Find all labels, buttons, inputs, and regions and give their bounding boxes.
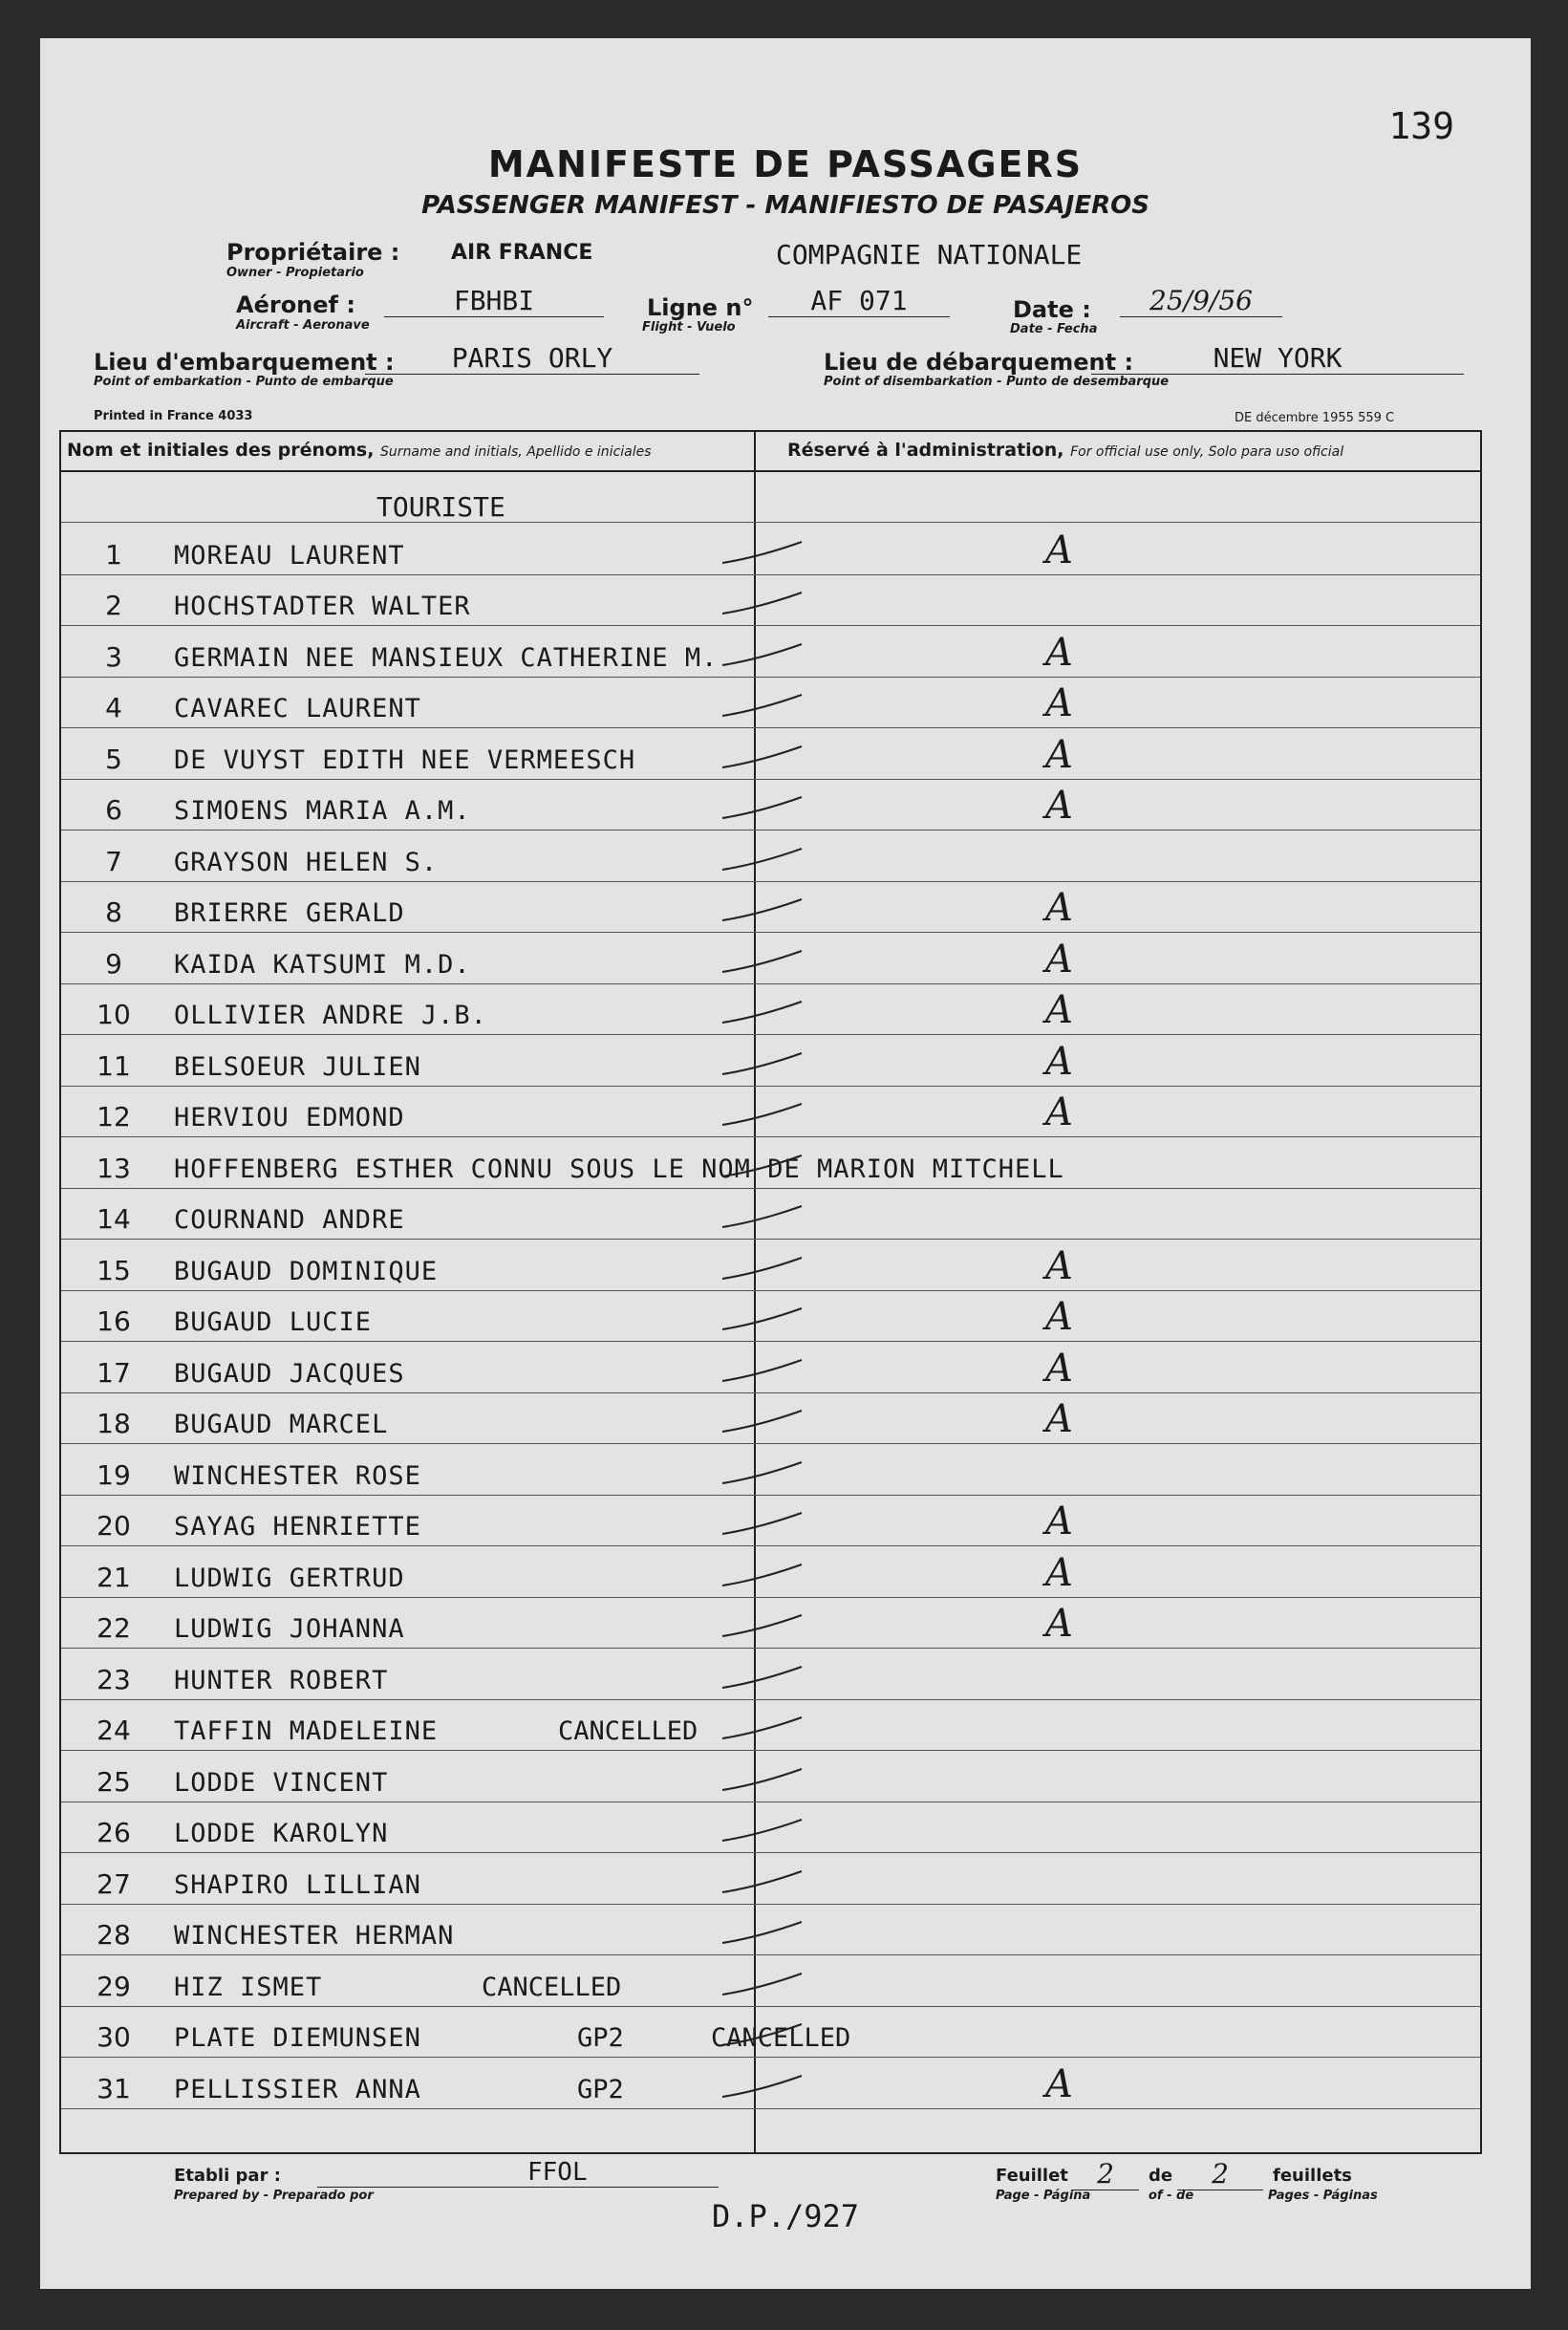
passenger-group: GP2 <box>577 2074 624 2104</box>
table-row <box>61 523 1480 575</box>
table-row <box>61 1954 1480 2007</box>
passenger-name: LUDWIG JOHANNA <box>174 1614 405 1644</box>
dp-number: D.P./927 <box>711 2198 860 2234</box>
date-label: Date : <box>1013 296 1091 323</box>
passenger-number: 6 <box>105 794 122 826</box>
owner-value: AIR FRANCE <box>451 241 593 265</box>
check-tick-icon <box>720 1561 806 1589</box>
passenger-name: MOREAU LAURENT <box>174 540 405 571</box>
check-tick-icon <box>720 1356 806 1385</box>
official-mark: A <box>1045 681 1073 725</box>
passenger-number: 20 <box>97 1510 131 1542</box>
passenger-name: BRIERRE GERALD <box>174 898 405 928</box>
passenger-number: 12 <box>97 1101 131 1133</box>
manifest-sheet <box>40 38 1531 2289</box>
passenger-name: PELLISSIER ANNA <box>174 2074 421 2104</box>
check-tick-icon <box>720 1049 806 1078</box>
passenger-number: 24 <box>97 1715 131 1746</box>
passenger-number: 28 <box>97 1919 131 1951</box>
check-tick-icon <box>720 1714 806 1742</box>
passenger-name: BUGAUD JACQUES <box>174 1358 405 1389</box>
passenger-name: BUGAUD DOMINIQUE <box>174 1256 439 1286</box>
passenger-number: 16 <box>97 1305 131 1337</box>
passenger-name: LUDWIG GERTRUD <box>174 1563 405 1593</box>
passenger-group: GP2 <box>577 2023 624 2053</box>
passenger-number: 13 <box>97 1152 131 1184</box>
passenger-name: CAVAREC LAURENT <box>174 694 421 723</box>
table-row <box>61 625 1480 678</box>
table-row <box>61 1545 1480 1598</box>
table-row <box>61 1648 1480 1700</box>
passenger-name: LODDE VINCENT <box>174 1767 389 1798</box>
table-row <box>61 2057 1480 2109</box>
check-tick-icon <box>720 2020 806 2049</box>
page-number: 139 <box>1388 105 1454 147</box>
table-row <box>61 1239 1480 1291</box>
flight-value: AF 071 <box>768 285 950 317</box>
check-tick-icon <box>720 1867 806 1896</box>
check-tick-icon <box>720 1765 806 1794</box>
check-tick-icon <box>720 1152 806 1180</box>
check-tick-icon <box>720 1202 806 1231</box>
owner-extra: COMPAGNIE NATIONALE <box>776 239 1083 270</box>
check-tick-icon <box>720 1816 806 1845</box>
passenger-number: 18 <box>97 1408 131 1439</box>
check-tick-icon <box>720 1254 806 1283</box>
embark-sub: Point of embarkation - Punto de embarque <box>94 375 394 389</box>
official-mark: A <box>1045 784 1073 828</box>
table-row <box>61 1341 1480 1393</box>
prepared-value: FFOL <box>317 2158 719 2188</box>
header-name-column: Nom et initiales des prénoms, Surname and initials, Apellido e iniciales <box>67 440 652 461</box>
table-row <box>61 1904 1480 1956</box>
table-header <box>61 432 1480 472</box>
check-tick-icon <box>720 2072 806 2101</box>
official-mark: A <box>1045 886 1073 930</box>
table-row <box>61 881 1480 934</box>
passenger-name: SHAPIRO LILLIAN <box>174 1869 421 1900</box>
official-mark: A <box>1045 1499 1073 1543</box>
table-row <box>61 677 1480 729</box>
passenger-number: 14 <box>97 1203 131 1235</box>
passenger-number: 2 <box>105 590 122 621</box>
passenger-name: COURNAND ANDRE <box>174 1205 405 1235</box>
passenger-number: 9 <box>105 947 122 980</box>
sheet-number: 2 <box>1072 2158 1139 2190</box>
official-mark: A <box>1045 988 1073 1032</box>
passenger-name: PLATE DIEMUNSEN <box>174 2023 421 2053</box>
official-mark: A <box>1045 1090 1073 1134</box>
passenger-number: 15 <box>97 1254 131 1286</box>
table-row <box>61 2006 1480 2059</box>
passenger-number: 3 <box>105 640 122 673</box>
table-row <box>61 1136 1480 1189</box>
check-tick-icon <box>720 1509 806 1538</box>
check-tick-icon <box>720 1970 806 1998</box>
official-mark: A <box>1045 630 1073 675</box>
passenger-number: 23 <box>97 1663 131 1695</box>
header-official-column: Réservé à l'administration, For official use only, Solo para uso oficial <box>787 440 1344 461</box>
official-mark: A <box>1045 1346 1073 1391</box>
official-mark: A <box>1045 937 1073 982</box>
table-row <box>61 1392 1480 1445</box>
check-tick-icon <box>720 845 806 874</box>
check-tick-icon <box>720 1458 806 1487</box>
check-tick-icon <box>720 589 806 617</box>
official-mark: A <box>1045 528 1073 572</box>
cancelled-note: CANCELLED <box>711 2023 851 2053</box>
embark-value: PARIS ORLY <box>365 342 699 375</box>
passenger-number: 11 <box>97 1049 131 1082</box>
sheet-sub: Page - Página <box>996 2189 1091 2203</box>
decree-note: DE décembre 1955 559 C <box>1235 411 1395 425</box>
passenger-table <box>59 430 1482 2154</box>
table-row <box>61 727 1480 780</box>
passenger-number: 8 <box>105 896 122 928</box>
check-tick-icon <box>720 793 806 822</box>
table-row <box>61 1801 1480 1854</box>
passenger-name: BUGAUD MARCEL <box>174 1410 389 1439</box>
passenger-name: SIMOENS MARIA A.M. <box>174 796 471 826</box>
aircraft-sub: Aircraft - Aeronave <box>236 318 370 333</box>
passenger-name: KAIDA KATSUMI M.D. <box>174 949 471 980</box>
table-row <box>61 1290 1480 1343</box>
passenger-number: 29 <box>97 1970 131 2002</box>
passenger-name: BELSOEUR JULIEN <box>174 1051 421 1082</box>
passenger-name: OLLIVIER ANDRE J.B. <box>174 1001 487 1030</box>
table-row <box>61 1034 1480 1087</box>
prepared-label: Etabli par : <box>174 2166 281 2186</box>
owner-sub: Owner - Propietario <box>226 266 364 280</box>
passenger-number: 19 <box>97 1458 131 1491</box>
passenger-name: DE VUYST EDITH NEE VERMEESCH <box>174 744 636 775</box>
check-tick-icon <box>720 743 806 771</box>
official-mark: A <box>1045 1397 1073 1441</box>
aircraft-value: FBHBI <box>384 285 604 317</box>
passenger-number: 26 <box>97 1817 131 1848</box>
passenger-name: HOCHSTADTER WALTER <box>174 592 471 621</box>
embark-label: Lieu d'embarquement : <box>94 349 395 376</box>
disembark-sub: Point of disembarkation - Punto de desembarque <box>824 375 1170 389</box>
passenger-number: 21 <box>97 1561 131 1593</box>
table-row <box>61 1852 1480 1905</box>
of-number: 2 <box>1177 2158 1263 2190</box>
disembark-label: Lieu de débarquement : <box>824 349 1134 376</box>
check-tick-icon <box>720 998 806 1026</box>
table-row <box>61 932 1480 984</box>
official-mark: A <box>1045 1243 1073 1288</box>
check-tick-icon <box>720 691 806 720</box>
check-tick-icon <box>720 895 806 924</box>
passenger-name: GRAYSON HELEN S. <box>174 847 439 877</box>
table-row <box>61 1495 1480 1547</box>
table-row <box>61 1443 1480 1496</box>
cancelled-note: CANCELLED <box>558 1716 698 1746</box>
passenger-number: 17 <box>97 1356 131 1389</box>
official-mark: A <box>1045 2061 1073 2106</box>
passenger-number: 30 <box>97 2021 131 2053</box>
of-label: de <box>1149 2166 1173 2186</box>
table-row <box>61 1086 1480 1138</box>
passenger-number: 5 <box>105 743 122 775</box>
cancelled-note: CANCELLED <box>482 1972 622 2002</box>
manifest-subtitle: PASSENGER MANIFEST - MANIFIESTO DE PASAJEROS <box>421 191 1149 220</box>
official-mark: A <box>1045 1602 1073 1646</box>
section-row <box>61 470 1480 523</box>
passenger-name: WINCHESTER HERMAN <box>174 1921 455 1951</box>
printed-note: Printed in France 4033 <box>94 409 253 423</box>
sheet-label: Feuillet <box>996 2166 1068 2186</box>
sheets-sub: Pages - Páginas <box>1268 2189 1378 2203</box>
passenger-number: 1 <box>105 538 122 571</box>
check-tick-icon <box>720 1611 806 1640</box>
passenger-number: 10 <box>97 999 131 1030</box>
check-tick-icon <box>720 1100 806 1129</box>
of-sub: of - de <box>1149 2189 1194 2203</box>
prepared-sub: Prepared by - Preparado por <box>174 2189 374 2203</box>
passenger-name: HERVIOU EDMOND <box>174 1103 405 1133</box>
date-sub: Date - Fecha <box>1010 322 1098 336</box>
official-mark: A <box>1045 1550 1073 1595</box>
table-row <box>61 983 1480 1036</box>
table-row <box>61 1188 1480 1241</box>
check-tick-icon <box>720 1918 806 1947</box>
flight-label: Ligne n° <box>647 294 754 321</box>
table-row <box>61 1750 1480 1802</box>
table-row <box>61 1699 1480 1752</box>
table-row <box>61 830 1480 882</box>
passenger-name: HIZ ISMET <box>174 1972 323 2002</box>
check-tick-icon <box>720 1407 806 1435</box>
passenger-number: 27 <box>97 1867 131 1900</box>
aircraft-label: Aéronef : <box>236 291 355 318</box>
flight-sub: Flight - Vuelo <box>642 320 736 334</box>
passenger-name: GERMAIN NEE MANSIEUX CATHERINE M. <box>174 642 719 673</box>
passenger-number: 4 <box>105 692 122 723</box>
passenger-name: SAYAG HENRIETTE <box>174 1512 421 1542</box>
table-row <box>61 1597 1480 1650</box>
passenger-name: TAFFIN MADELEINE <box>174 1716 439 1746</box>
official-mark: A <box>1045 1295 1073 1339</box>
section-label: TOURISTE <box>376 491 505 523</box>
table-row <box>61 574 1480 627</box>
passenger-name: HOFFENBERG ESTHER CONNU SOUS LE NOM DE MARION MITCHELL <box>174 1154 1064 1184</box>
official-mark: A <box>1045 1039 1073 1084</box>
manifest-title: MANIFESTE DE PASSAGERS <box>487 143 1084 185</box>
passenger-number: 25 <box>97 1765 131 1798</box>
check-tick-icon <box>720 538 806 567</box>
passenger-name: LODDE KAROLYN <box>174 1819 389 1848</box>
passenger-number: 22 <box>97 1612 131 1644</box>
sheets-label: feuillets <box>1273 2166 1352 2186</box>
check-tick-icon <box>720 640 806 669</box>
official-mark: A <box>1045 732 1073 777</box>
date-value: 25/9/56 <box>1120 285 1282 317</box>
check-tick-icon <box>720 1305 806 1333</box>
check-tick-icon <box>720 947 806 976</box>
check-tick-icon <box>720 1663 806 1692</box>
passenger-name: WINCHESTER ROSE <box>174 1460 421 1491</box>
owner-label: Propriétaire : <box>226 239 400 266</box>
disembark-value: NEW YORK <box>1091 342 1464 375</box>
table-row <box>61 779 1480 831</box>
passenger-name: BUGAUD LUCIE <box>174 1307 373 1337</box>
passenger-name: HUNTER ROBERT <box>174 1665 389 1695</box>
passenger-number: 7 <box>105 845 122 877</box>
passenger-number: 31 <box>97 2072 131 2104</box>
